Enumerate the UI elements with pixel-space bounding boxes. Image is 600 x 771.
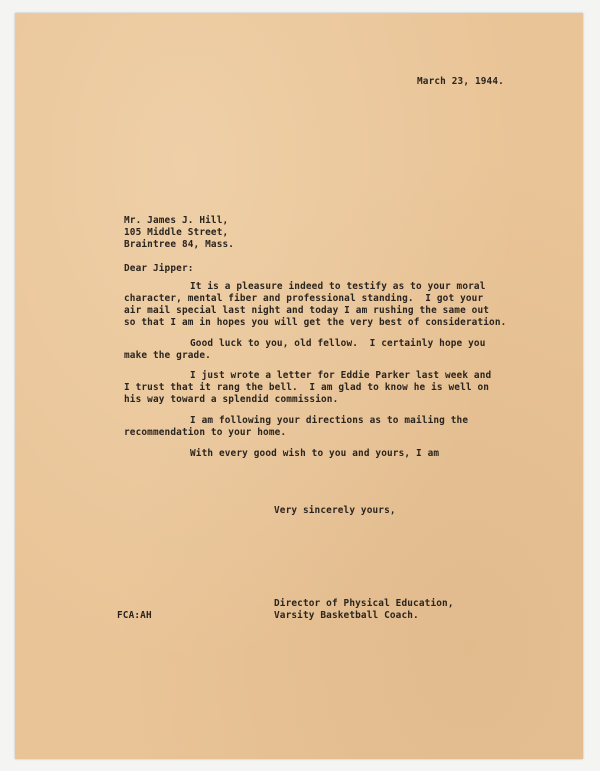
salutation: Dear Jipper: [124, 263, 194, 274]
paragraph-1-line-4: so that I am in hopes you will get the very best of consideration. [124, 317, 507, 328]
typist-initials: FCA:AH [117, 610, 152, 621]
signature-subtitle: Varsity Basketball Coach. [274, 610, 419, 621]
paragraph-3-line-3: his way toward a splendid commission. [124, 394, 339, 405]
recipient-street: 105 Middle Street, [124, 227, 229, 238]
paragraph-1-line-1: It is a pleasure indeed to testify as to your moral [190, 281, 486, 292]
letter-page [15, 13, 583, 759]
paragraph-1-line-2: character, mental fiber and professional standing. I got your [124, 293, 484, 304]
letter-date: March 23, 1944. [417, 76, 504, 87]
paragraph-4-line-1: I am following your directions as to mailing the [190, 415, 469, 426]
closing: Very sincerely yours, [274, 505, 396, 516]
paragraph-5-line-1: With every good wish to you and yours, I am [190, 448, 440, 459]
recipient-city: Braintree 84, Mass. [124, 239, 235, 250]
recipient-name: Mr. James J. Hill, [124, 215, 229, 226]
paragraph-4-line-2: recommendation to your home. [124, 427, 287, 438]
paragraph-3-line-1: I just wrote a letter for Eddie Parker last week and [190, 370, 492, 381]
signature-title: Director of Physical Education, [274, 598, 454, 609]
paragraph-2-line-1: Good luck to you, old fellow. I certainly hope you [190, 338, 486, 349]
paragraph-2-line-2: make the grade. [124, 350, 211, 361]
paragraph-1-line-3: air mail special last night and today I am rushing the same out [124, 305, 490, 316]
paragraph-3-line-2: I trust that it rang the bell. I am glad to know he is well on [124, 382, 490, 393]
